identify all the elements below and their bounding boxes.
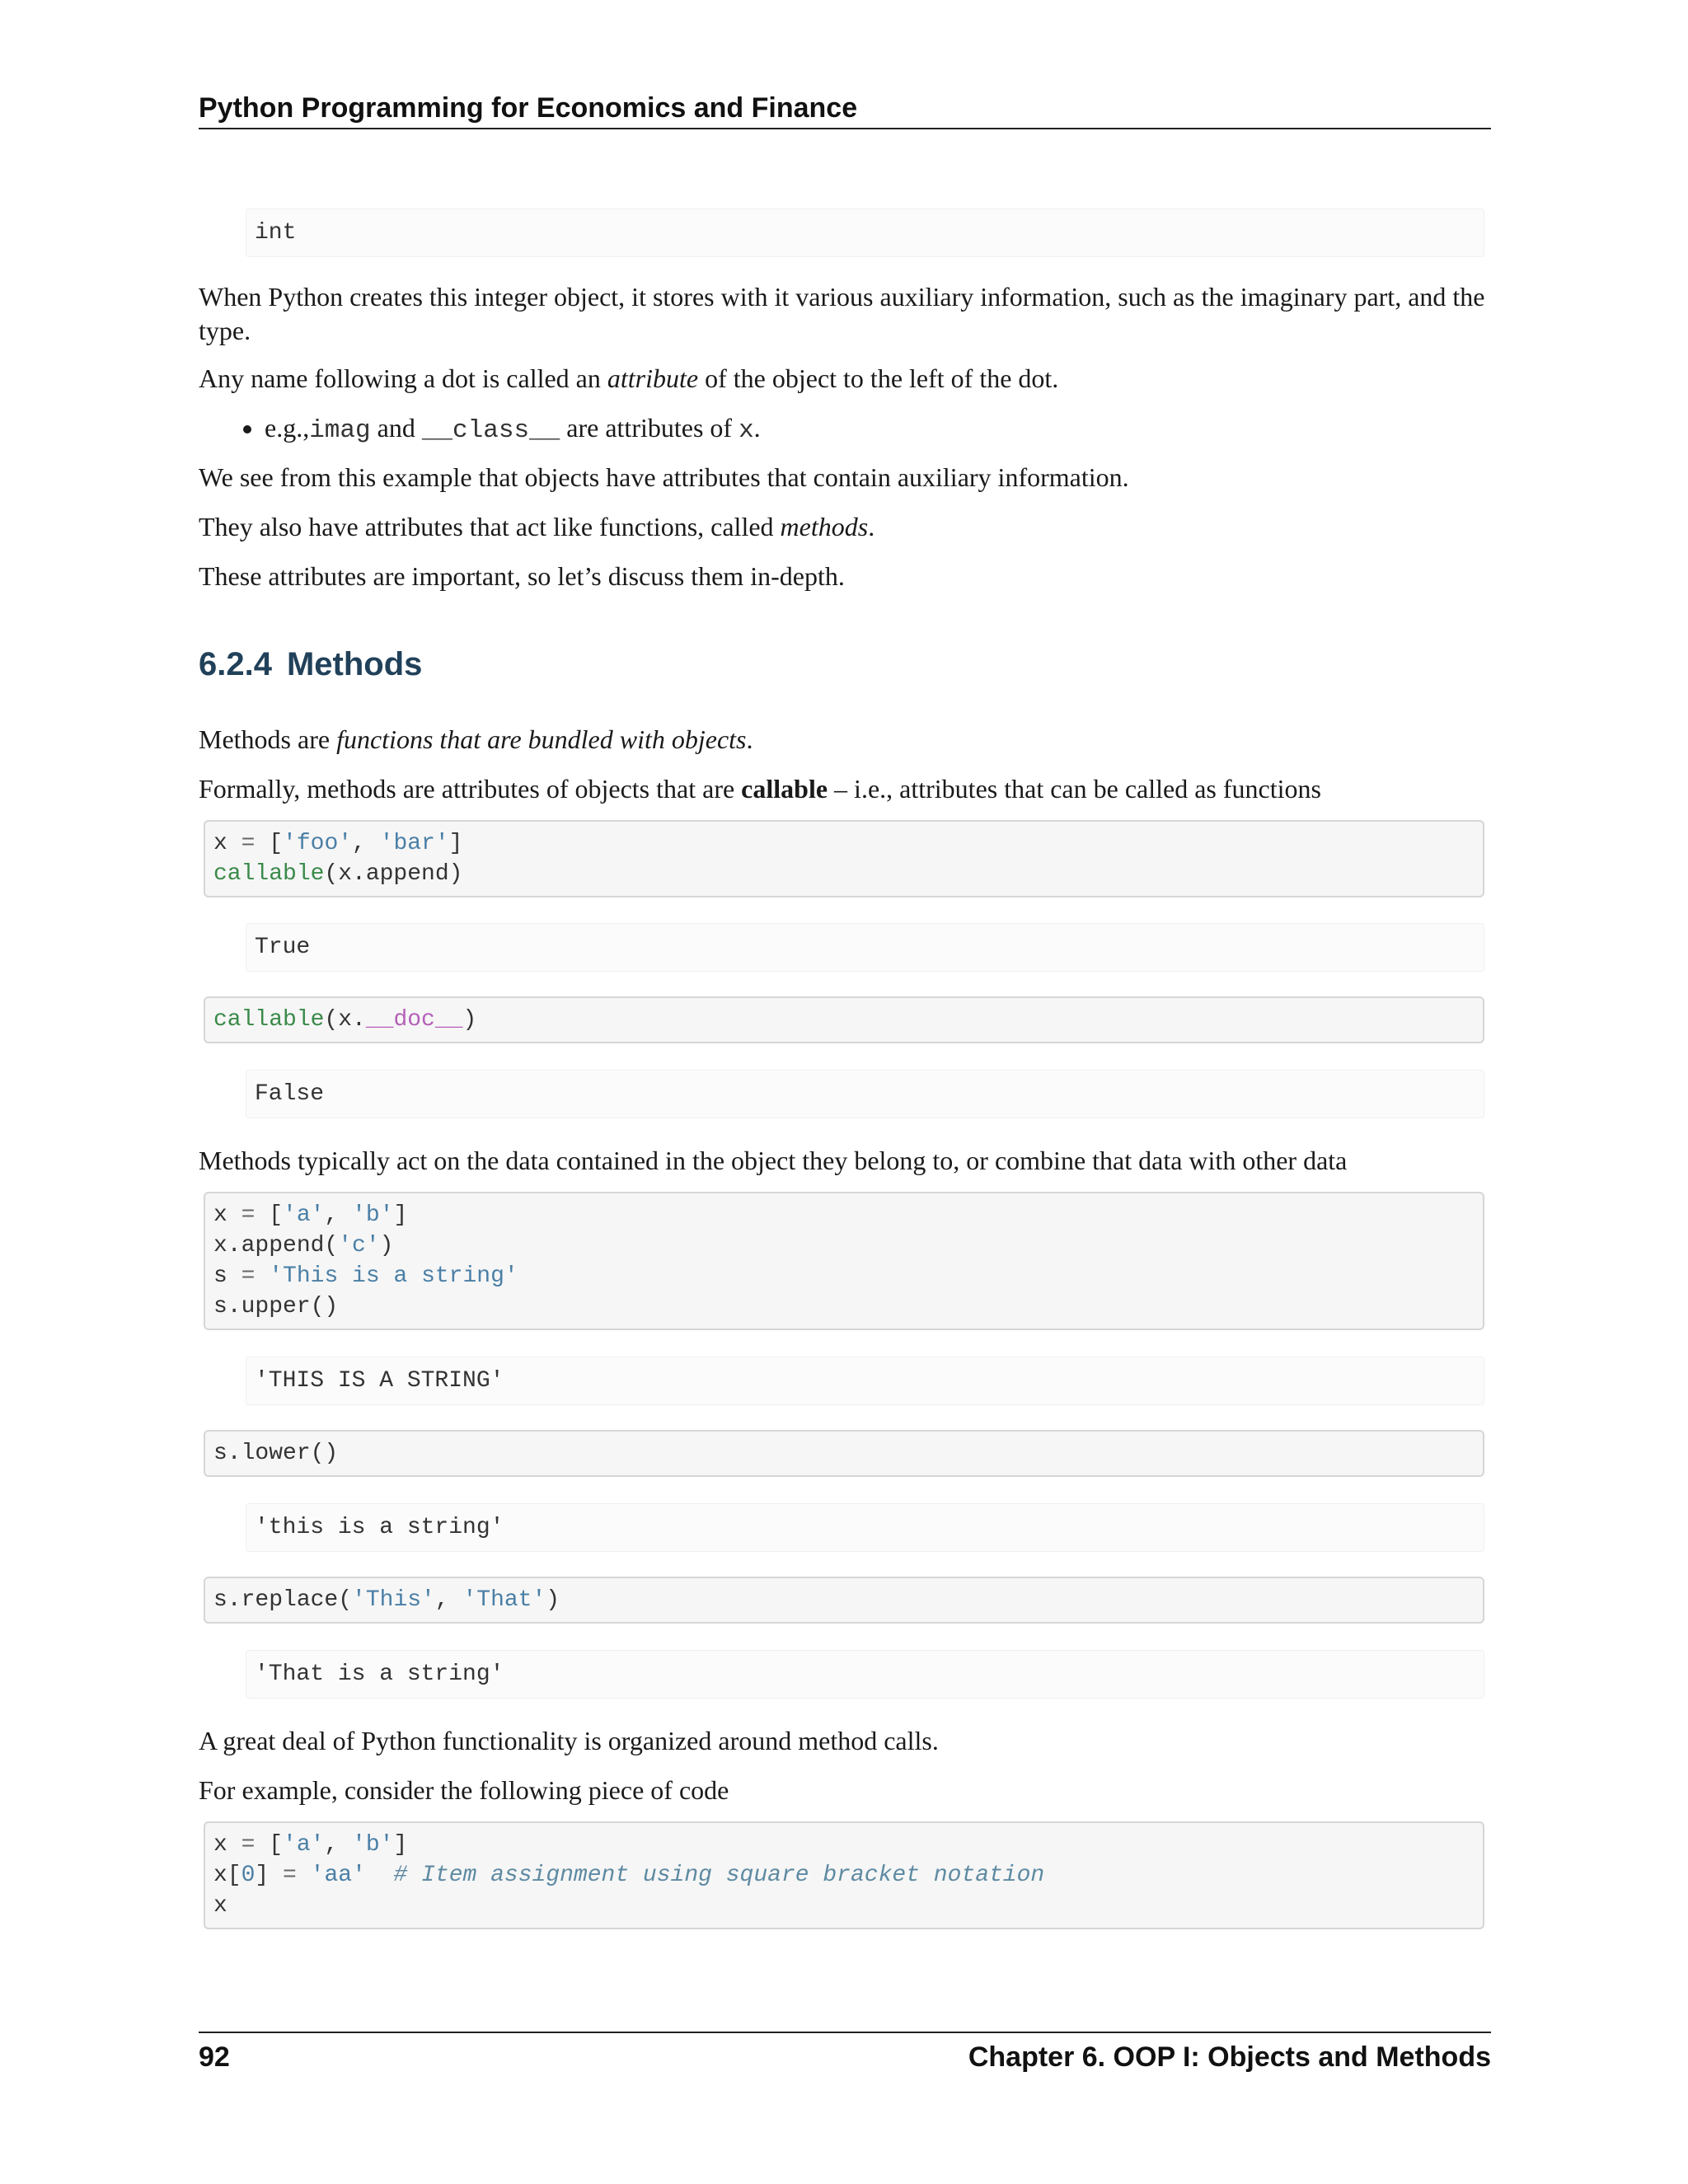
output-replace: 'That is a string' xyxy=(246,1650,1484,1699)
paragraph-callable: Formally, methods are attributes of objects that are callable – i.e., attributes that can be called as functions xyxy=(199,774,1321,804)
paragraph-attribute-definition: Any name following a dot is called an attribute of the object to the left of the dot. xyxy=(199,363,1059,393)
code-line: x[0] = 'aa' # Item assignment using square bracket notation xyxy=(213,1863,1045,1888)
code-line: x = ['foo', 'bar'] xyxy=(213,831,463,856)
code-line: s.replace('This', 'That') xyxy=(213,1587,560,1613)
code-cell-string-replace[interactable] xyxy=(204,1577,1484,1624)
code-line: s = 'This is a string' xyxy=(213,1263,518,1289)
code-line: callable(x.__doc__) xyxy=(213,1007,477,1033)
paragraph-in-depth: These attributes are important, so let’s discuss them in-depth. xyxy=(199,561,845,591)
code-cell-item-assignment[interactable] xyxy=(204,1821,1484,1929)
running-header: Python Programming for Economics and Finance xyxy=(199,92,1491,129)
code-line: s.lower() xyxy=(213,1441,339,1466)
attribute-example-list xyxy=(199,411,1491,448)
page-number: 92 xyxy=(199,2041,230,2073)
paragraph-example-code: For example, consider the following piece of code xyxy=(199,1775,729,1805)
running-footer xyxy=(199,2032,1491,2074)
paragraph-method-calls: A great deal of Python functionality is organized around method calls. xyxy=(199,1726,939,1755)
paragraph-methods-act-on-data: Methods typically act on the data contained in the object they belong to, or combine that data with other data xyxy=(199,1146,1348,1175)
output-int: int xyxy=(246,209,1484,257)
code-line: x.append('c') xyxy=(213,1233,394,1258)
list-item: • e.g.,imag and __class__ are attributes of x. xyxy=(265,411,1491,448)
chapter-title: Chapter 6. OOP I: Objects and Methods xyxy=(968,2041,1491,2073)
output-upper: 'THIS IS A STRING' xyxy=(246,1357,1484,1405)
output-false: False xyxy=(246,1070,1484,1118)
section-title: Methods xyxy=(286,646,423,682)
code-cell-string-lower[interactable] xyxy=(204,1430,1484,1477)
code-cell-callable-doc[interactable] xyxy=(204,996,1484,1043)
code-cell-string-upper[interactable] xyxy=(204,1192,1484,1330)
code-line: x = ['a', 'b'] xyxy=(213,1202,408,1228)
paragraph-auxiliary-info: When Python creates this integer object, it stores with it various auxiliary information, such as the imaginary part, and the type. xyxy=(199,282,1485,345)
section-heading xyxy=(199,646,1491,683)
code-line: x xyxy=(213,1893,227,1919)
code-line: callable(x.append) xyxy=(213,861,463,887)
code-line: x = ['a', 'b'] xyxy=(213,1832,408,1858)
code-cell-callable-append[interactable] xyxy=(204,820,1484,898)
output-true: True xyxy=(246,923,1484,972)
paragraph-methods-bundled: Methods are functions that are bundled with objects. xyxy=(199,724,753,754)
section-number: 6.2.4 xyxy=(199,646,272,682)
output-lower: 'this is a string' xyxy=(246,1503,1484,1552)
code-line: s.upper() xyxy=(213,1294,339,1319)
paragraph-methods-intro: They also have attributes that act like functions, called methods. xyxy=(199,512,875,541)
paragraph-objects-attributes: We see from this example that objects have attributes that contain auxiliary information. xyxy=(199,462,1129,492)
